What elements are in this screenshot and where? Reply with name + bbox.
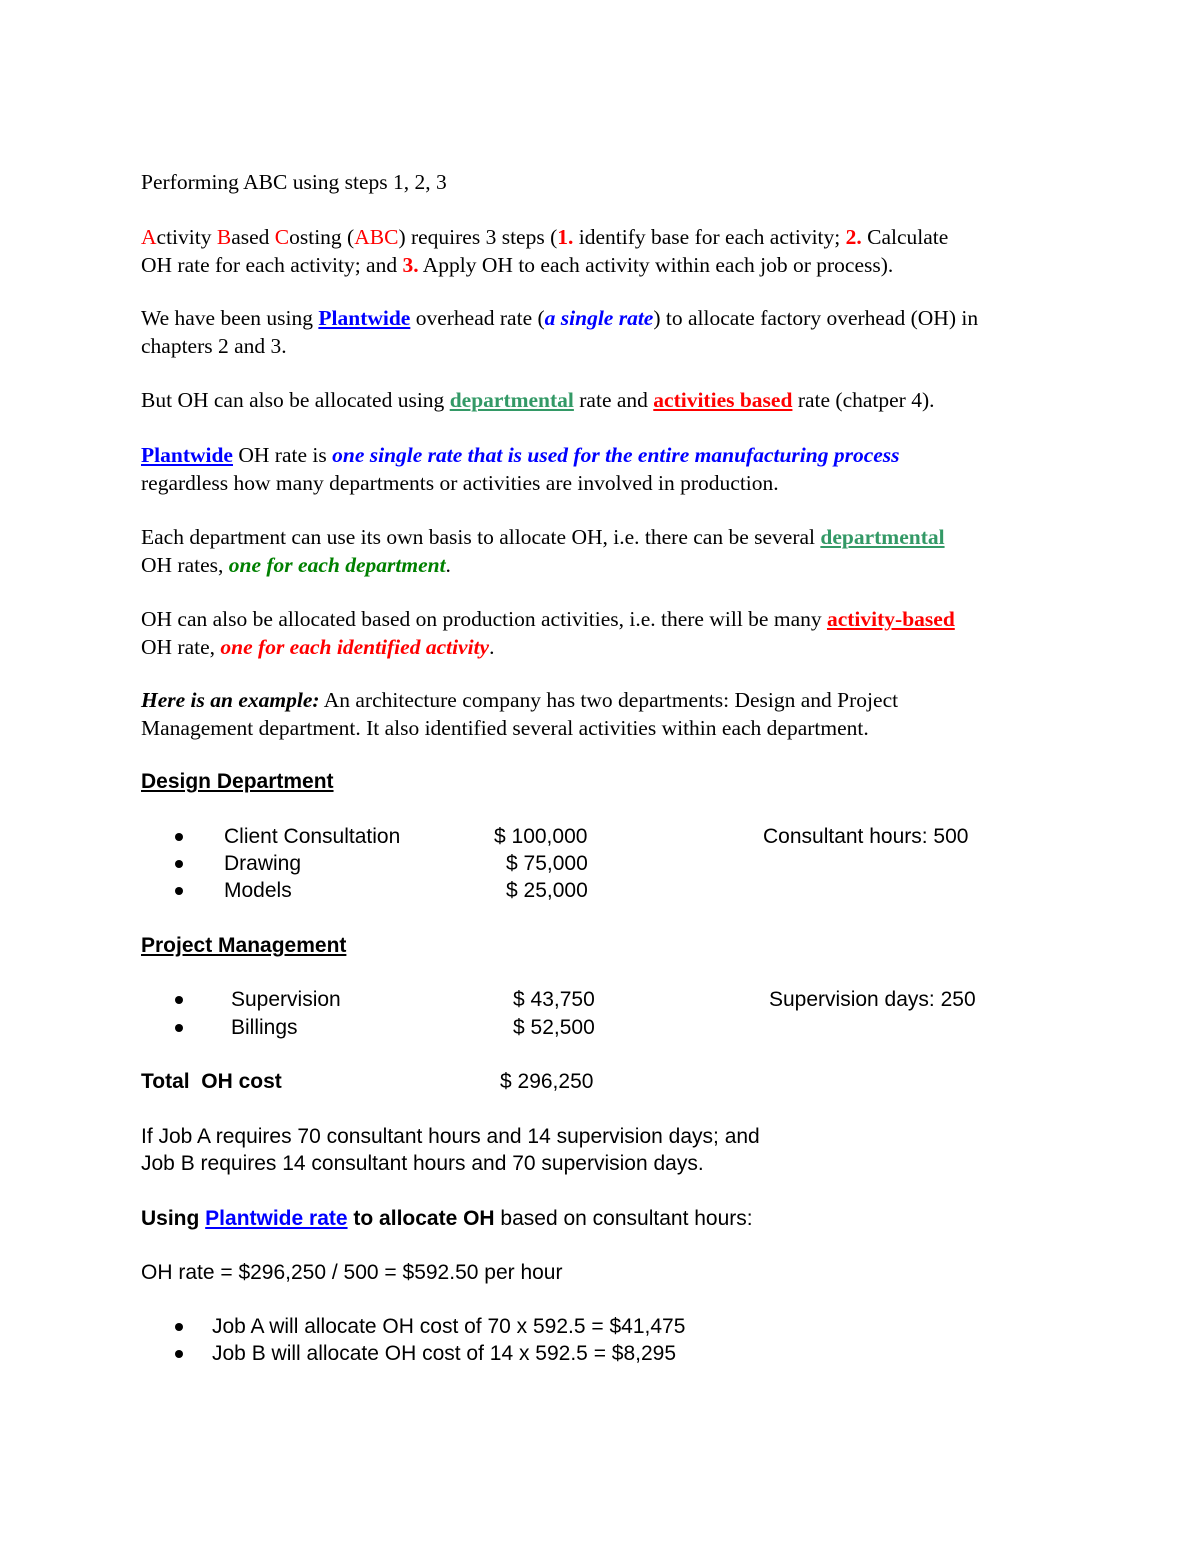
plantwide-rate-link: Plantwide rate xyxy=(205,1207,348,1230)
list-item xyxy=(141,850,1071,877)
but-paragraph xyxy=(141,386,1071,414)
activity-name: Billings xyxy=(231,1016,298,1039)
bullet-icon xyxy=(175,996,183,1004)
activity-name: Client Consultation xyxy=(224,825,401,848)
step-1: 1. xyxy=(557,225,574,249)
para-text: An architecture company has two departments: Design and Project xyxy=(319,688,899,712)
using-label: to allocate OH xyxy=(347,1207,495,1230)
activity-name: Drawing xyxy=(224,852,302,875)
intro-text: OH rate for each activity; and xyxy=(141,253,403,277)
para-text: Job B requires 14 consultant hours and 70 supervision days. xyxy=(141,1152,704,1175)
plantwide-definition xyxy=(141,441,1071,497)
list-item xyxy=(141,986,1071,1014)
departmental-link: departmental xyxy=(449,388,574,412)
pm-heading: Project Management xyxy=(141,934,347,957)
activity-paragraph xyxy=(141,605,1071,661)
para-text: overhead rate ( xyxy=(410,306,545,330)
allocation-text: Job A will allocate OH cost of 70 x 592.5 = $41,475 xyxy=(212,1315,686,1338)
list-item xyxy=(141,1014,1071,1041)
using-heading xyxy=(141,1205,1071,1232)
activity-cost: $ 25,000 xyxy=(506,879,588,902)
one-per-department-em: one for each department xyxy=(228,553,446,577)
para-text: We have been using xyxy=(141,306,319,330)
para-text: based on consultant hours: xyxy=(494,1207,753,1230)
activity-name: Supervision xyxy=(231,988,341,1011)
para-text: OH rate, xyxy=(141,635,221,659)
single-rate-em: a single rate xyxy=(544,306,654,330)
intro-text: identify base for each activity; xyxy=(573,225,846,249)
activity-cost: $ 100,000 xyxy=(494,825,588,848)
intro-abc: ABC xyxy=(354,225,399,249)
para-text: But OH can also be allocated using xyxy=(141,388,450,412)
bullet-icon xyxy=(175,1350,183,1358)
total-value: $ 296,250 xyxy=(500,1070,594,1093)
bullet-icon xyxy=(175,887,183,895)
para-text: OH rates, xyxy=(141,553,229,577)
plantwide-link: Plantwide xyxy=(318,306,411,330)
para-text: Management department. It also identified several activities within each department. xyxy=(141,716,869,740)
single-rate-definition-em: one single rate that is used for the entire manufacturing process xyxy=(332,443,900,467)
departmental-paragraph xyxy=(141,523,1071,579)
bullet-icon xyxy=(175,860,183,868)
para-text: If Job A requires 70 consultant hours and 14 supervision days; and xyxy=(141,1125,760,1148)
para-text: regardless how many departments or activities are involved in production. xyxy=(141,471,779,495)
bullet-icon xyxy=(175,833,183,841)
oh-rate-line: OH rate = $296,250 / 500 = $592.50 per hour xyxy=(141,1261,563,1284)
allocation-text: Job B will allocate OH cost of 14 x 592.5 = $8,295 xyxy=(212,1342,677,1365)
para-text: . xyxy=(445,553,451,577)
para-text: OH rate is xyxy=(232,443,333,467)
using-label: Using xyxy=(141,1207,206,1230)
para-text: . xyxy=(489,635,495,659)
intro-text: Apply OH to each activity within each job or process). xyxy=(418,253,894,277)
list-item xyxy=(141,877,1071,904)
intro-text: ) requires 3 steps ( xyxy=(398,225,558,249)
departmental-link: departmental xyxy=(820,525,945,549)
plantwide-link: Plantwide xyxy=(141,443,233,467)
para-text: rate and xyxy=(573,388,654,412)
para-text: OH can also be allocated based on production activities, i.e. there will be many xyxy=(141,607,827,631)
activity-driver: Supervision days: 250 xyxy=(769,988,976,1011)
page-title: Performing ABC using steps 1, 2, 3 xyxy=(141,170,447,194)
pm-list xyxy=(141,986,1071,1041)
activity-name: Models xyxy=(224,879,292,902)
list-item xyxy=(141,1313,1071,1340)
activities-based-link: activities based xyxy=(653,388,793,412)
intro-c: C xyxy=(274,225,290,249)
example-paragraph xyxy=(141,686,1071,742)
step-3: 3. xyxy=(402,253,419,277)
intro-b: B xyxy=(216,225,232,249)
activity-driver: Consultant hours: 500 xyxy=(763,825,969,848)
one-per-activity-em: one for each identified activity xyxy=(220,635,490,659)
activity-cost: $ 43,750 xyxy=(513,988,595,1011)
activity-based-link: activity-based xyxy=(826,607,955,631)
example-label: Here is an example: xyxy=(141,688,320,712)
intro-a: A xyxy=(141,225,157,249)
plantwide-paragraph xyxy=(141,304,1071,360)
list-item xyxy=(141,823,1071,850)
design-list xyxy=(141,823,1071,904)
intro-text: osting ( xyxy=(289,225,355,249)
total-label: Total OH cost xyxy=(141,1070,282,1093)
intro-paragraph xyxy=(141,223,1071,279)
step-2: 2. xyxy=(845,225,862,249)
intro-text: ased xyxy=(231,225,275,249)
bullet-icon xyxy=(175,1323,183,1331)
intro-text: Calculate xyxy=(861,225,949,249)
design-heading: Design Department xyxy=(141,770,334,793)
activity-cost: $ 52,500 xyxy=(513,1016,595,1039)
bullet-icon xyxy=(175,1024,183,1032)
intro-text: ctivity xyxy=(156,225,217,249)
list-item xyxy=(141,1340,1071,1367)
para-text: Each department can use its own basis to allocate OH, i.e. there can be several xyxy=(141,525,821,549)
para-text: ) to allocate factory overhead (OH) in xyxy=(653,306,979,330)
allocation-list xyxy=(141,1313,1071,1367)
para-text: rate (chatper 4). xyxy=(792,388,935,412)
para-text: chapters 2 and 3. xyxy=(141,334,287,358)
total-row xyxy=(141,1068,1071,1095)
activity-cost: $ 75,000 xyxy=(506,852,588,875)
jobs-paragraph xyxy=(141,1123,1071,1177)
